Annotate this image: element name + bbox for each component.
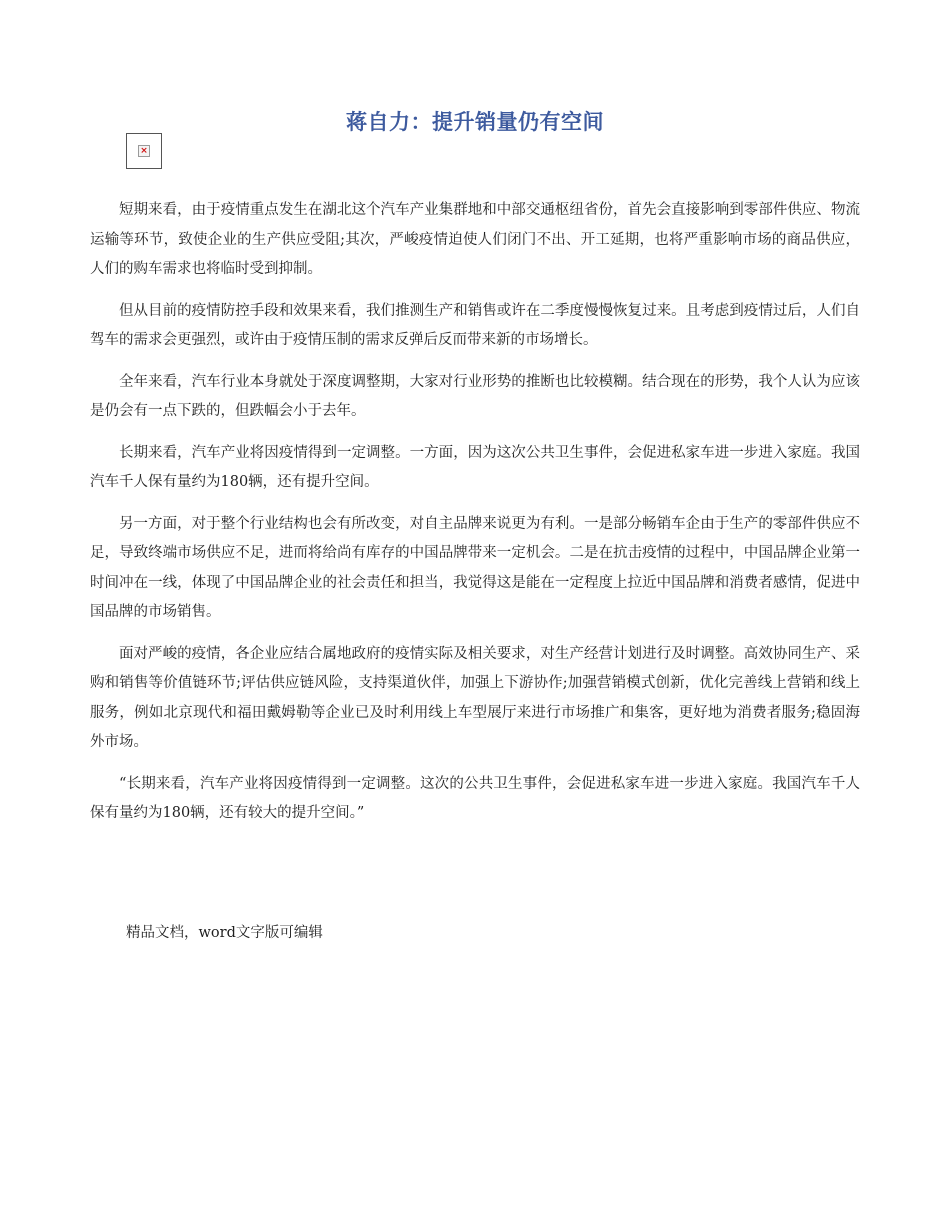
document-body [90, 196, 860, 841]
body-paragraph-3: 全年来看，汽车行业本身就处于深度调整期，大家对行业形势的推断也比较模糊。结合现在的形势，我个人认为应该是仍会有一点下跌的，但跌幅会小于去年。 [90, 373, 860, 419]
broken-image-icon: × [138, 145, 150, 157]
body-paragraph-5: 另一方面，对于整个行业结构也会有所改变，对自主品牌来说更为有利。一是部分畅销车企由于生产的零部件供应不足，导致终端市场供应不足，进而将给尚有库存的中国品牌带来一定机会。二是在抗击疫情的过程中，中国品牌企业第一时间冲在一线，体现了中国品牌企业的社会责任和担当，我觉得这是能在一定程度上拉近中国品牌和消费者感情，促进中国品牌的市场销售。 [90, 515, 860, 620]
broken-image-placeholder [126, 133, 162, 169]
body-paragraph-6: 面对严峻的疫情，各企业应结合属地政府的疫情实际及相关要求，对生产经营计划进行及时调整。高效协同生产、采购和销售等价值链环节;评估供应链风险，支持渠道伙伴，加强上下游协作;加强营销模式创新，优化完善线上营销和线上服务，例如北京现代和福田戴姆勒等企业已及时利用线上车型展厅来进行市场推广和集客，更好地为消费者服务;稳固海外市场。 [90, 645, 860, 750]
document-title: 蒋自力：提升销量仍有空间 [346, 110, 604, 134]
footer-note: 精品文档，word文字版可编辑 [126, 925, 323, 941]
quote-paragraph: “长期来看，汽车产业将因疫情得到一定调整。这次的公共卫生事件，会促进私家车进一步进入家庭。我国汽车千人保有量约为180辆，还有较大的提升空间。” [90, 775, 860, 821]
body-paragraph-2: 但从目前的疫情防控手段和效果来看，我们推测生产和销售或许在二季度慢慢恢复过来。且考虑到疫情过后，人们自驾车的需求会更强烈，或许由于疫情压制的需求反弹后反而带来新的市场增长。 [90, 302, 860, 348]
body-paragraph-1: 短期来看，由于疫情重点发生在湖北这个汽车产业集群地和中部交通枢纽省份，首先会直接影响到零部件供应、物流运输等环节，致使企业的生产供应受阻;其次，严峻疫情迫使人们闭门不出、开工延期，也将严重影响市场的商品供应，人们的购车需求也将临时受到抑制。 [90, 202, 860, 277]
body-paragraph-4: 长期来看，汽车产业将因疫情得到一定调整。一方面，因为这次公共卫生事件，会促进私家车进一步进入家庭。我国汽车千人保有量约为180辆，还有提升空间。 [90, 444, 860, 490]
